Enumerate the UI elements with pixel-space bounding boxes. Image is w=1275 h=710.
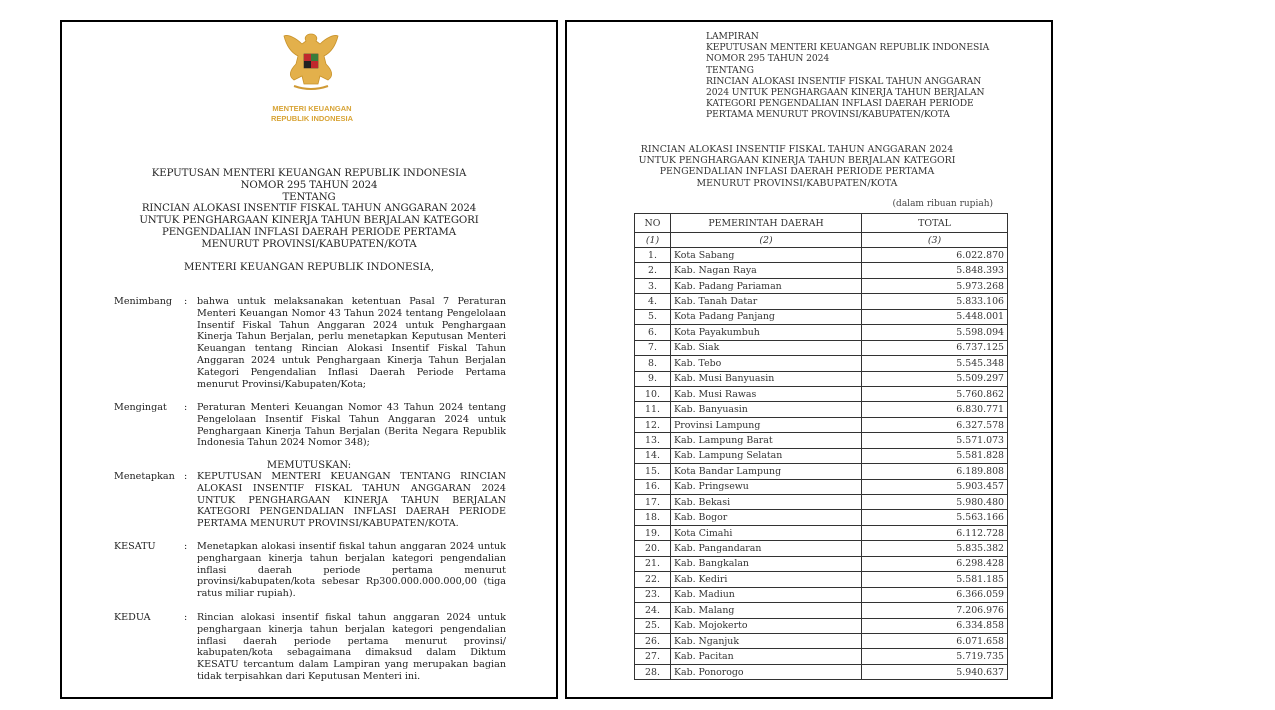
row-total: 6.334.858 xyxy=(862,618,1008,633)
garuda-emblem-icon xyxy=(276,30,346,94)
table-row xyxy=(635,340,1008,355)
table-row xyxy=(635,649,1008,664)
table-row xyxy=(635,248,1008,263)
region-name: Kab. Ponorogo xyxy=(671,664,862,679)
clause-label: KESATU xyxy=(114,541,156,552)
table-row xyxy=(635,325,1008,340)
region-name: Kab. Tanah Datar xyxy=(671,294,862,309)
table-row xyxy=(635,633,1008,648)
row-number: 11. xyxy=(635,402,671,417)
region-name: Kab. Pangandaran xyxy=(671,541,862,556)
appendix-header-line: KEPUTUSAN MENTERI KEUANGAN REPUBLIK INDONESIA xyxy=(706,42,990,54)
title-line: RINCIAN ALOKASI INSENTIF FISKAL TAHUN ANGGARAN 2024 xyxy=(141,203,477,215)
appendix-header-line: RINCIAN ALOKASI INSENTIF FISKAL TAHUN ANGGARAN xyxy=(706,75,982,87)
table-row xyxy=(635,417,1008,432)
clause-colon: : xyxy=(184,612,188,623)
row-number: 17. xyxy=(635,495,671,510)
region-name: Kab. Tebo xyxy=(671,356,862,371)
row-number: 12. xyxy=(635,417,671,432)
row-number: 6. xyxy=(635,325,671,340)
region-name: Kab. Bekasi xyxy=(671,495,862,510)
row-total: 7.206.976 xyxy=(862,603,1008,618)
region-name: Kab. Pringsewu xyxy=(671,479,862,494)
row-number: 16. xyxy=(635,479,671,494)
row-total: 5.581.828 xyxy=(862,448,1008,463)
table-row xyxy=(635,278,1008,293)
table-row xyxy=(635,402,1008,417)
clause-text: bahwa untuk melaksanakan ketentuan Pasal 7 Peraturan Menteri Keuangan Nomor 43 Tahun 2024 tentang Pengelolaan Insentif Fiskal Tahun Anggaran 2024 untuk Penghargaan Kinerja Tahun Berjalan, perlu menetapkan Keputusan Menteri Keuangan tentang Rincian Alokasi Insentif Fiskal Tahun Anggaran 2024 untuk Penghargaan Kinerja Tahun Berjalan Kategori Pengendalian Inflasi Daerah Periode Pertama menurut Provinsi/Kabupaten/Kota; xyxy=(197,296,506,390)
row-total: 5.448.001 xyxy=(862,309,1008,324)
clause-label: Menetapkan xyxy=(114,471,175,482)
table-row xyxy=(635,309,1008,324)
row-total: 5.581.185 xyxy=(862,572,1008,587)
column-header-no: NO xyxy=(635,214,671,233)
clause-colon: : xyxy=(184,541,188,552)
row-number: 4. xyxy=(635,294,671,309)
table-row xyxy=(635,525,1008,540)
region-name: Kab. Nagan Raya xyxy=(671,263,862,278)
clause-text: Peraturan Menteri Keuangan Nomor 43 Tahun 2024 tentang Pengelolaan Insentif Fiskal Tahun Anggaran 2024 untuk Penghargaan Kinerja Tahun Berjalan (Berita Negara Republik Indonesia Tahun 2024 Nomor 348); xyxy=(197,402,506,449)
decree-title xyxy=(62,168,556,251)
table-row xyxy=(635,371,1008,386)
appendix-header-line: KATEGORI PENGENDALIAN INFLASI DAERAH PERIODE xyxy=(706,98,974,110)
row-number: 20. xyxy=(635,541,671,556)
row-total: 5.760.862 xyxy=(862,386,1008,401)
row-number: 26. xyxy=(635,633,671,648)
region-name: Kota Sabang xyxy=(671,248,862,263)
title-line: KEPUTUSAN MENTERI KEUANGAN REPUBLIK INDONESIA xyxy=(151,168,467,179)
column-header-total: TOTAL xyxy=(862,214,1008,233)
table-body xyxy=(635,248,1008,680)
row-number: 27. xyxy=(635,649,671,664)
clause-text: Menetapkan alokasi insentif fiskal tahun anggaran 2024 untuk penghargaan kinerja tahun berjalan kategori pengendalian inflasi daerah periode pertama menurut provinsi/kabupaten/kota sebesar Rp300.000.000.000,00 (tiga ratus miliar rupiah). xyxy=(197,541,506,600)
table-title-line: UNTUK PENGHARGAAN KINERJA TAHUN BERJALAN KATEGORI xyxy=(638,155,956,167)
clause-menetapkan xyxy=(114,471,506,530)
clause-text: Rincian alokasi insentif fiskal tahun anggaran 2024 untuk penghargaan kinerja tahun berjalan kategori pengendalian inflasi daerah periode pertama menurut provinsi/ kabupaten/kota sebagaimana dimaksud dalam Diktum KESATU tercantum dalam Lampiran yang merupakan bagian tidak terpisahkan dari Keputusan Menteri ini. xyxy=(197,612,506,682)
table-title-line: MENURUT PROVINSI/KABUPATEN/KOTA xyxy=(696,177,898,189)
row-number: 9. xyxy=(635,371,671,386)
row-number: 23. xyxy=(635,587,671,602)
clause-text: KEPUTUSAN MENTERI KEUANGAN TENTANG RINCIAN ALOKASI INSENTIF FISKAL TAHUN ANGGARAN 2024 UNTUK PENGHARGAAN KINERJA TAHUN BERJALAN KATEGORI PENGENDALIAN INFLASI DAERAH PERIODE PERTAMA MENURUT PROVINSI/KABUPATEN/KOTA. xyxy=(197,471,506,530)
row-total: 6.298.428 xyxy=(862,556,1008,571)
table-title xyxy=(627,144,967,189)
row-total: 5.980.480 xyxy=(862,495,1008,510)
table-row xyxy=(635,433,1008,448)
region-name: Kab. Nganjuk xyxy=(671,633,862,648)
title-line: PENGENDALIAN INFLASI DAERAH PERIODE PERTAMA xyxy=(161,226,457,238)
region-name: Kab. Pacitan xyxy=(671,649,862,664)
table-row xyxy=(635,479,1008,494)
row-total: 5.545.348 xyxy=(862,356,1008,371)
minister-heading: MENTERI KEUANGAN REPUBLIK INDONESIA, xyxy=(183,262,435,273)
appendix-header-line: LAMPIRAN xyxy=(706,31,759,42)
row-number: 14. xyxy=(635,448,671,463)
table-row xyxy=(635,541,1008,556)
clause-colon: : xyxy=(184,471,188,482)
appendix-page xyxy=(565,20,1053,699)
region-name: Kab. Lampung Barat xyxy=(671,433,862,448)
region-name: Kab. Mojokerto xyxy=(671,618,862,633)
memutuskan-heading: MEMUTUSKAN: xyxy=(266,460,352,471)
row-total: 6.189.808 xyxy=(862,464,1008,479)
row-total: 6.327.578 xyxy=(862,417,1008,432)
row-number: 8. xyxy=(635,356,671,371)
table-row xyxy=(635,618,1008,633)
row-total: 5.563.166 xyxy=(862,510,1008,525)
clause-colon: : xyxy=(184,296,188,307)
region-name: Kota Bandar Lampung xyxy=(671,464,862,479)
row-total: 5.509.297 xyxy=(862,371,1008,386)
table-row xyxy=(635,510,1008,525)
region-name: Kab. Musi Banyuasin xyxy=(671,371,862,386)
row-total: 5.571.073 xyxy=(862,433,1008,448)
region-name: Kab. Madiun xyxy=(671,587,862,602)
title-line: TENTANG xyxy=(282,191,336,203)
row-number: 19. xyxy=(635,525,671,540)
region-name: Kota Payakumbuh xyxy=(671,325,862,340)
row-total: 6.022.870 xyxy=(862,248,1008,263)
clause-mengingat xyxy=(114,402,506,449)
clause-label: KEDUA xyxy=(114,612,151,623)
row-number: 24. xyxy=(635,603,671,618)
table-row xyxy=(635,495,1008,510)
row-total: 6.830.771 xyxy=(862,402,1008,417)
decree-page xyxy=(60,20,558,699)
appendix-header-line: PERTAMA MENURUT PROVINSI/KABUPATEN/KOTA xyxy=(706,109,950,121)
appendix-header-line: 2024 UNTUK PENGHARGAAN KINERJA TAHUN BERJALAN xyxy=(706,87,985,99)
row-number: 3. xyxy=(635,278,671,293)
row-total: 5.973.268 xyxy=(862,278,1008,293)
appendix-header-line: TENTANG xyxy=(706,64,754,76)
clause-label: Mengingat xyxy=(114,402,167,413)
table-row xyxy=(635,464,1008,479)
table-title-line: PENGENDALIAN INFLASI DAERAH PERIODE PERTAMA xyxy=(659,166,935,178)
row-total: 5.833.106 xyxy=(862,294,1008,309)
table-row xyxy=(635,603,1008,618)
table-header-row xyxy=(635,214,1008,233)
row-total: 5.848.393 xyxy=(862,263,1008,278)
region-name: Kab. Bangkalan xyxy=(671,556,862,571)
row-total: 5.940.637 xyxy=(862,664,1008,679)
table-row xyxy=(635,587,1008,602)
region-name: Kab. Musi Rawas xyxy=(671,386,862,401)
row-number: 10. xyxy=(635,386,671,401)
region-name: Kab. Siak xyxy=(671,340,862,355)
row-number: 18. xyxy=(635,510,671,525)
row-total: 5.835.382 xyxy=(862,541,1008,556)
region-name: Kab. Banyuasin xyxy=(671,402,862,417)
row-total: 6.366.059 xyxy=(862,587,1008,602)
emblem-caption-line: MENTERI KEUANGAN xyxy=(272,104,352,113)
table-row xyxy=(635,664,1008,679)
column-index: (3) xyxy=(862,233,1008,248)
row-total: 5.903.457 xyxy=(862,479,1008,494)
clause-menimbang xyxy=(114,296,506,390)
table-row xyxy=(635,356,1008,371)
title-line: UNTUK PENGHARGAAN KINERJA TAHUN BERJALAN KATEGORI xyxy=(139,215,479,227)
row-number: 25. xyxy=(635,618,671,633)
row-number: 15. xyxy=(635,464,671,479)
row-number: 5. xyxy=(635,309,671,324)
title-line: NOMOR 295 TAHUN 2024 xyxy=(240,179,378,191)
row-number: 28. xyxy=(635,664,671,679)
column-header-region: PEMERINTAH DAERAH xyxy=(671,214,862,233)
region-name: Provinsi Lampung xyxy=(671,417,862,432)
row-number: 21. xyxy=(635,556,671,571)
region-name: Kab. Lampung Selatan xyxy=(671,448,862,463)
table-row xyxy=(635,386,1008,401)
appendix-header-line: NOMOR 295 TAHUN 2024 xyxy=(706,53,830,65)
clause-colon: : xyxy=(184,402,188,413)
table-row xyxy=(635,263,1008,278)
region-name: Kota Padang Panjang xyxy=(671,309,862,324)
clause-kesatu xyxy=(114,541,506,600)
table-row xyxy=(635,448,1008,463)
table-index-row xyxy=(635,233,1008,248)
row-number: 13. xyxy=(635,433,671,448)
allocation-table xyxy=(634,213,1008,680)
row-total: 6.071.658 xyxy=(862,633,1008,648)
unit-note: (dalam ribuan rupiah) xyxy=(892,199,993,209)
clause-kedua xyxy=(114,612,506,683)
region-name: Kab. Malang xyxy=(671,603,862,618)
table-row xyxy=(635,556,1008,571)
row-number: 22. xyxy=(635,572,671,587)
row-number: 1. xyxy=(635,248,671,263)
row-number: 7. xyxy=(635,340,671,355)
appendix-header xyxy=(706,31,1006,121)
row-total: 5.719.735 xyxy=(862,649,1008,664)
region-name: Kab. Bogor xyxy=(671,510,862,525)
emblem-caption-line: REPUBLIK INDONESIA xyxy=(270,114,354,123)
title-line: MENURUT PROVINSI/KABUPATEN/KOTA xyxy=(201,238,417,250)
table-row xyxy=(635,294,1008,309)
column-index: (1) xyxy=(635,233,671,248)
table-title-line: RINCIAN ALOKASI INSENTIF FISKAL TAHUN ANGGARAN 2024 xyxy=(640,144,954,155)
region-name: Kota Cimahi xyxy=(671,525,862,540)
row-total: 6.112.728 xyxy=(862,525,1008,540)
region-name: Kab. Kediri xyxy=(671,572,862,587)
row-total: 5.598.094 xyxy=(862,325,1008,340)
row-number: 2. xyxy=(635,263,671,278)
column-index: (2) xyxy=(671,233,862,248)
table-row xyxy=(635,572,1008,587)
clause-label: Menimbang xyxy=(114,296,173,307)
row-total: 6.737.125 xyxy=(862,340,1008,355)
region-name: Kab. Padang Pariaman xyxy=(671,278,862,293)
